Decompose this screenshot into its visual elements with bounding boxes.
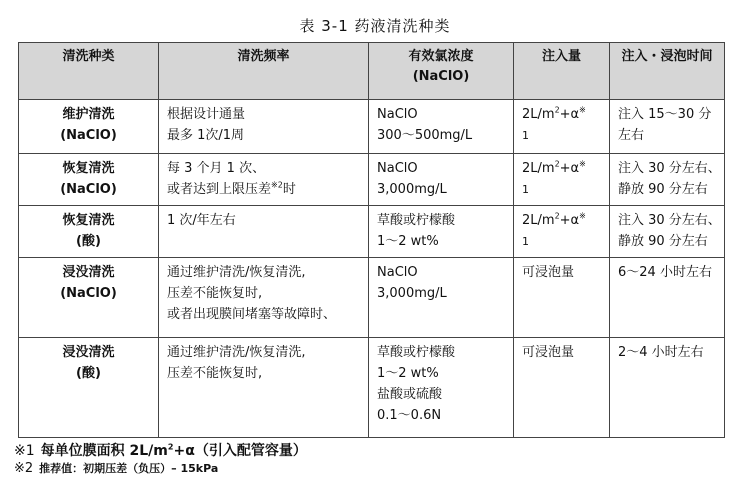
table-row [19, 206, 725, 258]
cell-time: 注入 15～30 分 左右 [610, 100, 725, 154]
table-row [19, 154, 725, 206]
cell-concentration: NaClO 300～500mg/L [369, 100, 514, 154]
header-concentration: 有效氯浓度 (NaClO) [369, 43, 514, 100]
cell-concentration: NaClO 3,000mg/L [369, 258, 514, 338]
header-frequency: 清洗频率 [159, 43, 369, 100]
cell-type: 恢复清洗 (酸) [19, 206, 159, 258]
cleaning-types-table [18, 42, 725, 438]
cell-amount: 可浸泡量 [514, 338, 610, 438]
cell-type: 浸没清洗 (酸) [19, 338, 159, 438]
header-row [19, 43, 725, 100]
cell-frequency: 每 3 个月 1 次、 或者达到上限压差$^{※2}$时 [159, 154, 369, 206]
cell-time: 2～4 小时左右 [610, 338, 725, 438]
footnote-1: ※1 每单位膜面积 $2L/m^2+\alpha$（引入配管容量） [14, 442, 307, 459]
cell-type: 恢复清洗 (NaClO) [19, 154, 159, 206]
cell-frequency: 通过维护清洗/恢复清洗, 压差不能恢复时, [159, 338, 369, 438]
table-row [19, 258, 725, 338]
header-time: 注入・浸泡时间 [610, 43, 725, 100]
table-row [19, 338, 725, 438]
table-title: 表 3-1 药液清洗种类 [299, 17, 451, 35]
cell-amount: $2L/m^2+\alpha^※$ 1 [514, 100, 610, 154]
cell-frequency: 通过维护清洗/恢复清洗, 压差不能恢复时, 或者出现膜间堵塞等故障时、 [159, 258, 369, 338]
cell-concentration: NaClO 3,000mg/L [369, 154, 514, 206]
header-type: 清洗种类 [19, 43, 159, 100]
cell-concentration: 草酸或柠檬酸 1～2 wt% [369, 206, 514, 258]
cell-time: 6～24 小时左右 [610, 258, 725, 338]
cell-time: 注入 30 分左右、 静放 90 分左右 [610, 206, 725, 258]
cell-type: 维护清洗 (NaClO) [19, 100, 159, 154]
cell-amount: $2L/m^2+\alpha^※$ 1 [514, 206, 610, 258]
cell-amount: 可浸泡量 [514, 258, 610, 338]
cell-amount: $2L/m^2+\alpha^※$ 1 [514, 154, 610, 206]
header-amount: 注入量 [514, 43, 610, 100]
table-row [19, 100, 725, 154]
footnote-2: ※2 推荐值：初期压差（负压）– 15kPa [14, 461, 219, 476]
cell-frequency: 1 次/年左右 [159, 206, 369, 258]
cell-type: 浸没清洗 (NaClO) [19, 258, 159, 338]
cell-frequency: 根据设计通量 最多 1次/1周 [159, 100, 369, 154]
cell-time: 注入 30 分左右、 静放 90 分左右 [610, 154, 725, 206]
cell-concentration: 草酸或柠檬酸 1～2 wt% 盐酸或硫酸 0.1～0.6N [369, 338, 514, 438]
